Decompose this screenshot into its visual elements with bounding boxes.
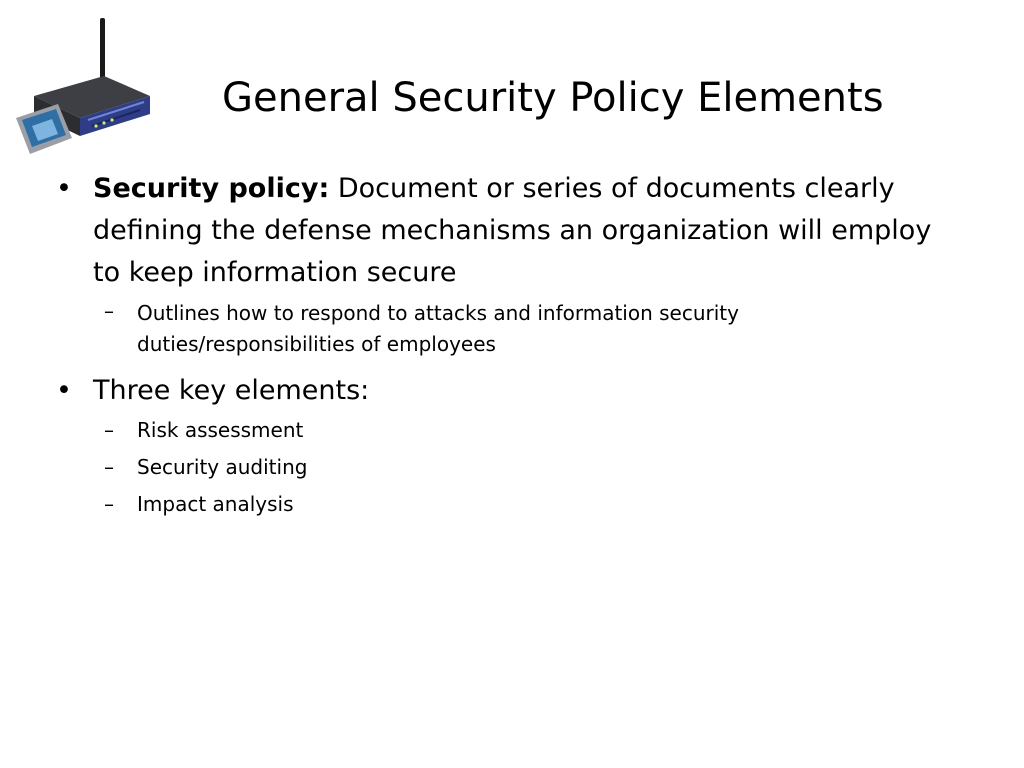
bullet-marker: • [56,173,72,204]
subitem-security-auditing [56,449,936,486]
subitem-text: Outlines how to respond to attacks and information security duties/responsibilities of employees [137,301,739,356]
wireless-router-icon [12,14,157,156]
subitem-list [56,412,936,523]
subitem-text: Risk assessment [137,418,304,442]
subitem-marker: – [104,492,114,516]
subitem-text: Impact analysis [137,492,294,516]
bullet-text: Three key elements: [93,375,370,406]
subitem-text: Security auditing [137,455,308,479]
bullet-term: Security policy: [93,173,330,204]
subitem-marker: – [104,299,114,323]
subitem-risk-assessment [56,412,936,449]
subitem-marker: – [104,418,114,442]
bullet-marker: • [56,375,72,406]
slide-content [56,168,936,531]
subitem-marker: – [104,455,114,479]
bullet-security-policy [56,168,936,294]
subitem-outlines [56,296,936,362]
bullet-text: Document or series of documents clearly defining the defense mechanisms an organization will employ to keep information secure [93,173,932,288]
slide-title: General Security Policy Elements [222,75,884,121]
subitem-impact-analysis [56,486,936,523]
bullet-three-key-elements [56,370,936,412]
subitem-list [56,296,936,362]
